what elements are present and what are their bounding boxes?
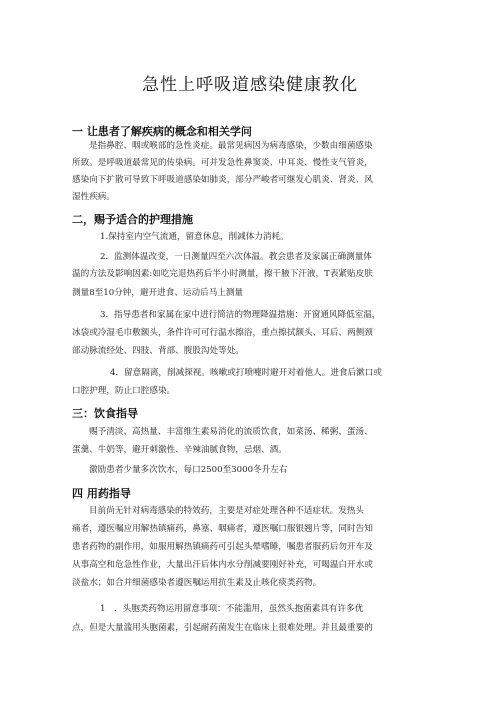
paragraph-line: 赐予清淡、高热量、丰富维生素易消化的流质饮食，如菜汤、稀粥、蛋汤、: [89, 427, 373, 437]
paragraph-line: 测量8至10分钟，避开进食、运动后马上测量: [72, 288, 244, 298]
paragraph-line: 目前尚无针对病毒感染的特效药，主要是对症处理各种不适症状。发热头: [89, 506, 365, 516]
section-heading-diet: 三：饮食指导: [72, 407, 138, 420]
paragraph-line: 部动脉流经处、四肢、背部、腹股沟处等处。: [72, 346, 244, 356]
paragraph-line: 从事高空和危急性作业，大量出汗后体内水分削减要刚好补充，可喝温白开水或: [72, 560, 373, 570]
paragraph-line: 淡盐水；如合并细菌感染者遵医嘱运用抗生素及止咳化痰类药物。: [72, 578, 322, 588]
paragraph-line: 1.保持室内空气流通，留意休息，削减体力消耗。: [100, 232, 289, 242]
paragraph-line: 2．监测体温改变，一日测量四至六次体温。教会患者及家属正确测量体: [100, 252, 372, 262]
document-title: 急性上呼吸道感染健康教化: [142, 75, 358, 95]
paragraph-line: 温的方法及影响因素:如吃完退热药后半小时测量，擦干腋下汗液，T表紧贴皮肤: [72, 269, 373, 279]
paragraph-line: 口腔护理，防止口腔感染。: [72, 386, 176, 396]
paragraph-line: 是指鼻腔、咽或喉部的急性炎症。最常见病因为病毒感染，少数由细菌感染: [89, 141, 373, 151]
paragraph-line: 1 ．头胞类药物运用留意事项：不能滥用，虽然头抱菌素具有许多优: [100, 604, 364, 614]
paragraph-line: 感染向下扩散可导致下呼吸道感染如肺炎，部分严峻者可继发心肌炎、肾炎、风: [72, 175, 373, 185]
paragraph-line: 点，但是大量滥用头胞菌素，引起耐药菌发生在临床上很难处理。并且最重要的: [72, 623, 373, 633]
paragraph-line: 蛋羹、牛奶等，避开刺激性、辛辣油腻食物，忌烟、酒。: [72, 445, 287, 455]
section-heading-concept: 一 让患者了解疾病的概念和相关学问: [72, 125, 252, 138]
paragraph-line: 冰袋或冷湿毛巾敷额头，条件许可可行温水擦浴，重点擦拭额头、耳后、两侧颈: [72, 328, 373, 338]
paragraph-line: 4．留意隔离，削减探视。咳嗽或打喷嚏时避开对着他人。进食后漱口或: [110, 368, 382, 378]
paragraph-line: 所致。是呼吸道最常见的传染病。可并发急性鼻窦炎、中耳炎、慢性支气管炎，: [72, 158, 373, 168]
section-heading-medication: 四 用药指导: [72, 487, 131, 500]
paragraph-line: 痛者，遵医嘱应用解热镇痛药，鼻塞、咽痛者，遵医嘱口服银翘片等，同时告知: [72, 524, 373, 534]
paragraph-line: 患者药物的副作用，如服用解热镇痛药可引起头晕嗜睡，嘱患者服药后勿开车及: [72, 542, 373, 552]
section-heading-nursing: 二，赐予适合的护理措施: [72, 213, 193, 226]
paragraph-line: 3．指导患者和家属在家中进行简洁的物理降温措施：开窗通风降低室温，: [100, 310, 381, 320]
paragraph-line: 湿性疾病。: [72, 192, 115, 202]
paragraph-line: 激励患者少量多次饮水，每口2500至3000冬升左右: [89, 465, 288, 475]
